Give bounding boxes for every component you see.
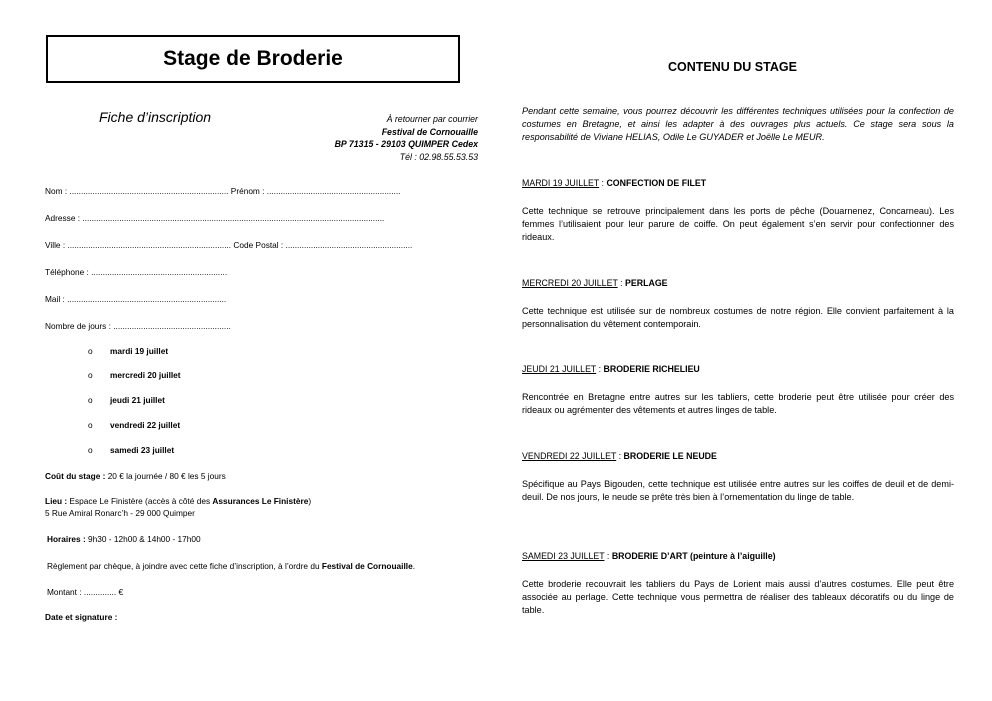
lieu	[45, 495, 311, 519]
contenu-title: CONTENU DU STAGE	[668, 60, 797, 74]
intro-paragraph: Pendant cette semaine, vous pourrez découvrir les différentes techniques utilisées pour la confection de costumes en Bretagne, et ainsi les adapter à des ouvrages plus actuels. Ce stage sera sous la responsabilité de Viviane HELIAS, Odile Le GUYADER et Joëlle Le MEUR.	[522, 106, 954, 143]
horaires	[47, 533, 201, 545]
reglement	[47, 560, 415, 572]
checkbox-bullet-icon[interactable]: o	[88, 370, 93, 380]
lieu-address: 5 Rue Amiral Ronarc’h - 29 000 Quimper	[45, 508, 195, 518]
section-sep: :	[616, 451, 624, 461]
page-title: Stage de Broderie	[163, 47, 343, 70]
section-text: Cette technique est utilisée sur de nombreux costumes de notre région. Elle convient parfaitement à la personnalisation du vêtement contemporain.	[522, 306, 954, 330]
address-line2: Festival de Cornouaille	[381, 126, 478, 137]
section-sep: :	[604, 551, 612, 561]
horaires-label: Horaires :	[47, 534, 86, 544]
field-mail[interactable]: Mail : .....................................................................	[45, 294, 227, 304]
section-topic: PERLAGE	[625, 278, 668, 288]
section-date: VENDREDI 22 JUILLET	[522, 451, 617, 461]
section-topic: CONFECTION DE FILET	[606, 178, 707, 188]
cout-text: 20 € la journée / 80 € les 5 jours	[105, 471, 226, 481]
section-text: Cette technique se retrouve principalement dans les ports de pêche (Douarnenez, Concarneau). Les femmes l’utilisaient pour leur parure de coiffe. On peut également s’en servir pour confectionner des rideaux.	[522, 206, 954, 243]
checkbox-bullet-icon[interactable]: o	[88, 445, 93, 455]
reglement-text: Règlement par chèque, à joindre avec cette fiche d’inscription, à l’ordre du	[47, 561, 322, 571]
section-heading	[522, 178, 706, 188]
section-text: Spécifique au Pays Bigouden, cette technique est utilisée entre autres sur les coiffes de deuil et de demi-deuil. De nos jours, le neude se prête très bien à l’ornementation du linge de table.	[522, 479, 954, 503]
option-day[interactable]	[88, 370, 181, 380]
section-date: MARDI 19 JUILLET	[522, 178, 600, 188]
option-day[interactable]	[88, 395, 165, 405]
lieu-label: Lieu :	[45, 496, 68, 506]
form-title: Fiche d’inscription	[99, 109, 212, 125]
checkbox-bullet-icon[interactable]: o	[88, 420, 93, 430]
section-heading	[522, 364, 700, 374]
reglement-end: .	[412, 561, 416, 571]
section-heading	[522, 551, 776, 561]
field-nom[interactable]: Nom : ..................................................................... Prénom : ..........................................................	[45, 186, 401, 196]
section-topic: BRODERIE LE NEUDE	[623, 451, 717, 461]
checkbox-bullet-icon[interactable]: o	[88, 395, 93, 405]
section-topic: BRODERIE RICHELIEU	[603, 364, 700, 374]
section-text: Cette broderie recouvrait les tabliers du Pays de Lorient mais aussi d’autres costumes. Elle peut être associée au perlage. Cette technique vous permettra de réaliser des tableaux décoratifs ou du linge de table.	[522, 579, 954, 616]
horaires-text: 9h30 - 12h00 & 14h00 - 17h00	[85, 534, 201, 544]
field-montant[interactable]: Montant : .............. €	[47, 587, 124, 597]
title-box	[46, 35, 460, 83]
return-address	[335, 113, 478, 163]
option-day[interactable]	[88, 346, 168, 356]
option-label: samedi 23 juillet	[110, 445, 175, 455]
field-ville[interactable]: Ville : ....................................................................... Code Postal : .......................................................	[45, 240, 413, 250]
section-date: SAMEDI 23 JUILLET	[522, 551, 605, 561]
cout-label: Coût du stage :	[45, 471, 106, 481]
option-label: mercredi 20 juillet	[110, 370, 181, 380]
section-heading	[522, 451, 717, 461]
lieu-bold: Assurances Le Finistère	[212, 496, 309, 506]
field-nombre-jours[interactable]: Nombre de jours : ...................................................	[45, 321, 231, 331]
cout-stage	[45, 470, 226, 482]
field-adresse[interactable]: Adresse : ...................................................................................................................................	[45, 213, 385, 223]
lieu-text2: )	[308, 496, 312, 506]
field-telephone[interactable]: Téléphone : ...........................................................	[45, 267, 228, 277]
option-day[interactable]	[88, 420, 180, 430]
section-date: JEUDI 21 JUILLET	[522, 364, 597, 374]
section-sep: :	[599, 178, 607, 188]
checkbox-bullet-icon[interactable]: o	[88, 346, 93, 356]
section-sep: :	[596, 364, 604, 374]
section-date: MERCREDI 20 JUILLET	[522, 278, 618, 288]
address-line3: BP 71315 - 29103 QUIMPER Cedex	[334, 139, 478, 149]
section-topic: BRODERIE D’ART (peinture à l’aiguille)	[611, 551, 776, 561]
section-sep: :	[617, 278, 625, 288]
address-line1: À retourner par courrier	[386, 114, 478, 124]
option-day[interactable]	[88, 445, 174, 455]
section-heading	[522, 278, 668, 288]
option-label: mardi 19 juillet	[110, 346, 169, 356]
reglement-bold: Festival de Cornouaille	[321, 561, 413, 571]
address-line4: Tél : 02.98.55.53.53	[399, 151, 478, 162]
option-label: vendredi 22 juillet	[110, 420, 181, 430]
signature-label: Date et signature :	[45, 612, 118, 622]
lieu-text1: Espace Le Finistère (accès à côté des	[67, 496, 213, 506]
section-text: Rencontrée en Bretagne entre autres sur les tabliers, cette broderie peut être utilisée pour créer des rideaux ou agrémenter des vêtements et autres linges de table.	[522, 392, 954, 416]
option-label: jeudi 21 juillet	[110, 395, 165, 405]
